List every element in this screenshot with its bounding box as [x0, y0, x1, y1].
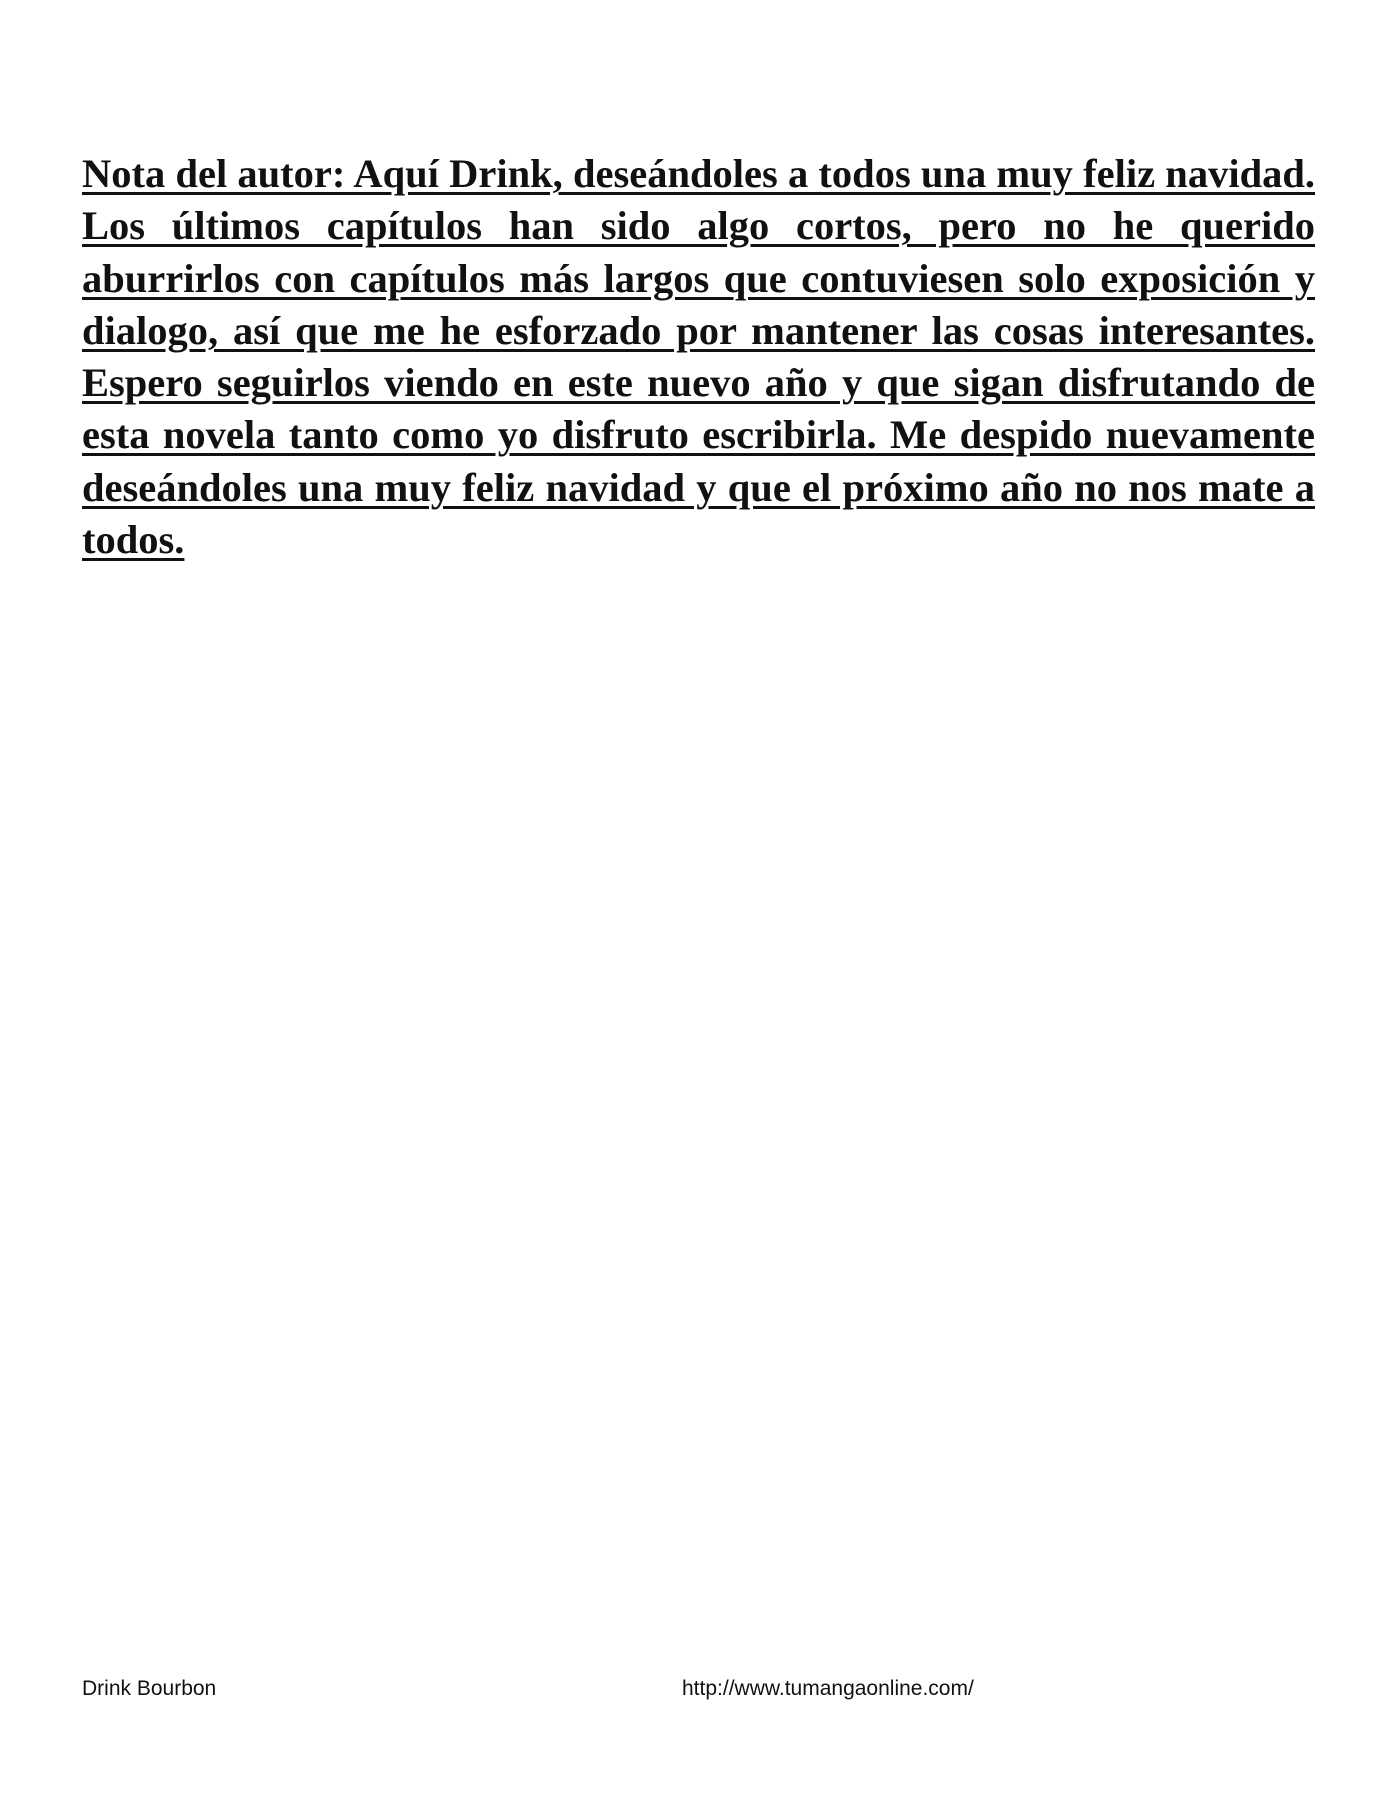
author-note-paragraph: Nota del autor: Aquí Drink, deseándoles a todos una muy feliz navidad. Los últimos capítulos han sido algo cortos, pero no he querido aburrirlos con capítulos más largos que contuviesen solo exposición y dialogo, así que me he esforzado por mantener las cosas interesantes. Espero seguirlos viendo en este nuevo año y que sigan disfrutando de esta novela tanto como yo disfruto escribirla. Me despido nuevamente deseándoles una muy feliz navidad y que el próximo año no nos mate a todos. [82, 151, 1315, 563]
footer-author: Drink Bourbon [82, 1677, 217, 1700]
footer-url: http://www.tumangaonline.com/ [682, 1677, 974, 1700]
